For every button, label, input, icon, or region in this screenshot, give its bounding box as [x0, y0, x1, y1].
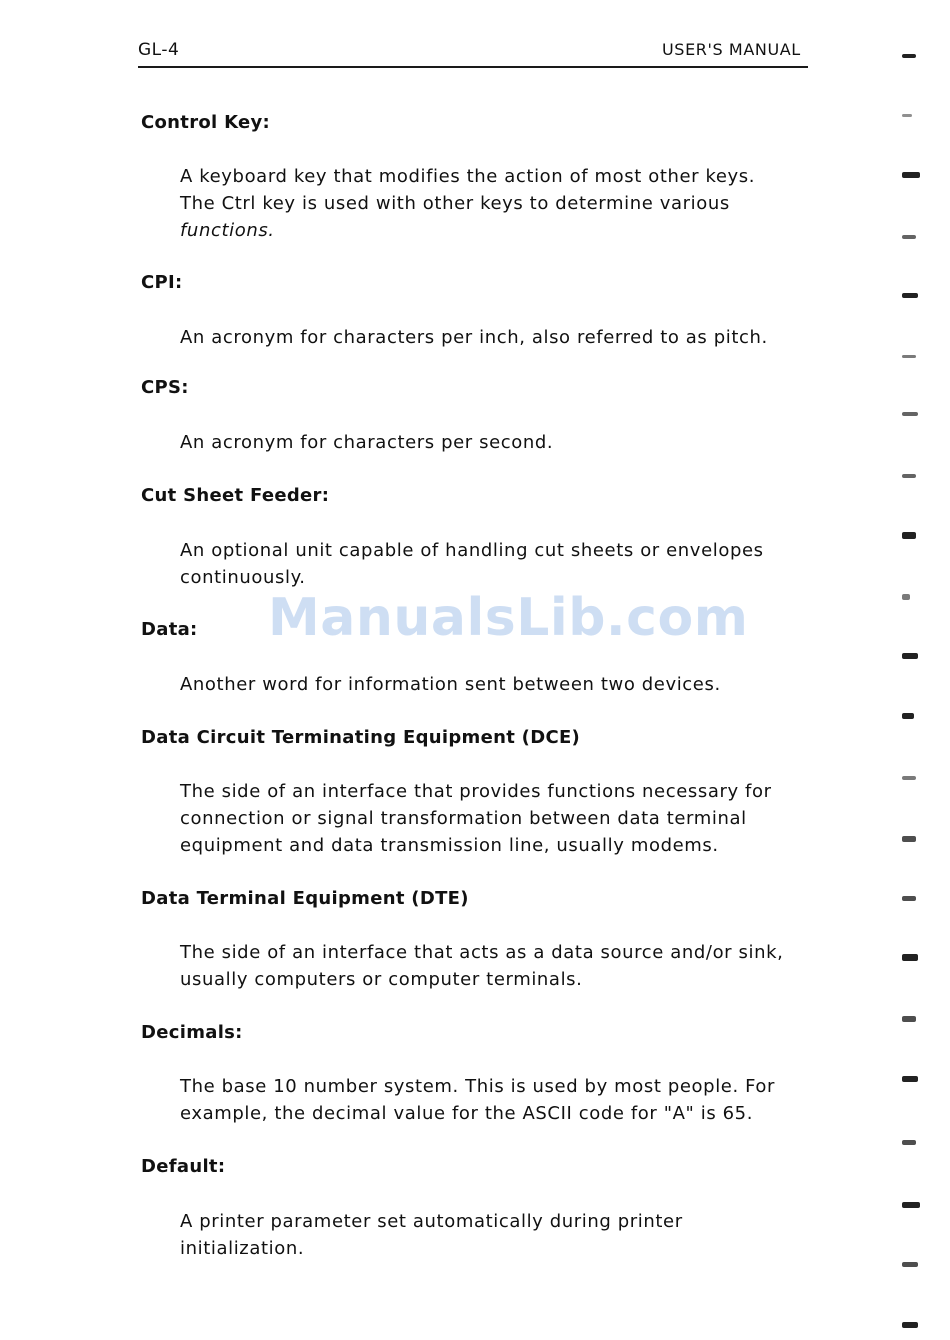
running-header-title: USER'S MANUAL [662, 40, 801, 59]
definition-line: functions. [180, 220, 275, 241]
definition-line: example, the decimal value for the ASCII code for "A" is 65. [180, 1103, 754, 1124]
glossary-definition-decimals [180, 1073, 820, 1127]
definition-line: continuously. [180, 567, 306, 588]
scan-edge-mark [902, 412, 918, 416]
glossary-definition-dte [180, 939, 820, 993]
definition-line: usually computers or computer terminals. [180, 969, 583, 990]
scan-edge-mark [902, 1076, 918, 1082]
scan-edge-mark [902, 235, 916, 239]
scan-edge-mark [902, 896, 916, 901]
scan-edge-mark [902, 1140, 916, 1145]
glossary-definition-cpi [180, 324, 820, 351]
glossary-definition-control-key [180, 163, 820, 244]
glossary-definition-dce [180, 778, 820, 859]
definition-line: An acronym for characters per inch, also referred to as pitch. [180, 327, 768, 348]
glossary-definition-cps [180, 429, 820, 456]
glossary-term-cut-sheet-feeder: Cut Sheet Feeder: [141, 485, 330, 506]
glossary-term-cps: CPS: [141, 377, 189, 398]
definition-line: initialization. [180, 1238, 305, 1259]
definition-line: Another word for information sent between two devices. [180, 674, 721, 695]
scan-edge-mark [902, 653, 918, 659]
definition-line: An optional unit capable of handling cut sheets or envelopes [180, 540, 764, 561]
definition-line: The side of an interface that acts as a data source and/or sink, [180, 942, 784, 963]
scan-edge-mark [902, 172, 920, 178]
scan-edge-mark [902, 713, 914, 719]
glossary-definition-default [180, 1208, 820, 1262]
glossary-term-data: Data: [141, 619, 198, 640]
glossary-definition-data [180, 671, 820, 698]
definition-line: An acronym for characters per second. [180, 432, 554, 453]
scan-edge-mark [902, 776, 916, 780]
definition-line: A keyboard key that modifies the action of most other keys. [180, 166, 756, 187]
scan-edge-mark [902, 474, 916, 478]
scan-edge-mark [902, 114, 912, 117]
scan-edge-mark [902, 954, 918, 961]
scan-edge-mark [902, 1322, 918, 1328]
glossary-term-dte: Data Terminal Equipment (DTE) [141, 888, 469, 909]
header-rule [138, 66, 808, 68]
definition-line: The base 10 number system. This is used by most people. For [180, 1076, 776, 1097]
glossary-definition-cut-sheet-feeder [180, 537, 820, 591]
scan-edge-mark [902, 836, 916, 842]
scan-edge-mark [902, 293, 918, 298]
scan-edge-mark [902, 54, 916, 58]
definition-line: A printer parameter set automatically during printer [180, 1211, 683, 1232]
definition-line: The side of an interface that provides functions necessary for [180, 781, 772, 802]
glossary-term-cpi: CPI: [141, 272, 183, 293]
glossary-term-control-key: Control Key: [141, 112, 271, 133]
definition-line: equipment and data transmission line, usually modems. [180, 835, 719, 856]
scan-edge-mark [902, 1262, 918, 1267]
glossary-term-decimals: Decimals: [141, 1022, 243, 1043]
scan-edge-mark [902, 1016, 916, 1022]
definition-line: connection or signal transformation between data terminal [180, 808, 747, 829]
scan-edge-mark [902, 355, 916, 358]
scan-edge-mark [902, 1202, 920, 1208]
watermark: ManualsLib.com [268, 588, 749, 648]
page-number: GL-4 [138, 40, 180, 60]
definition-line: The Ctrl key is used with other keys to determine various [180, 193, 730, 214]
glossary-term-default: Default: [141, 1156, 226, 1177]
scan-edge-mark [902, 594, 910, 600]
glossary-term-dce: Data Circuit Terminating Equipment (DCE) [141, 727, 581, 748]
scan-edge-marks [900, 0, 930, 1340]
scan-edge-mark [902, 532, 916, 539]
